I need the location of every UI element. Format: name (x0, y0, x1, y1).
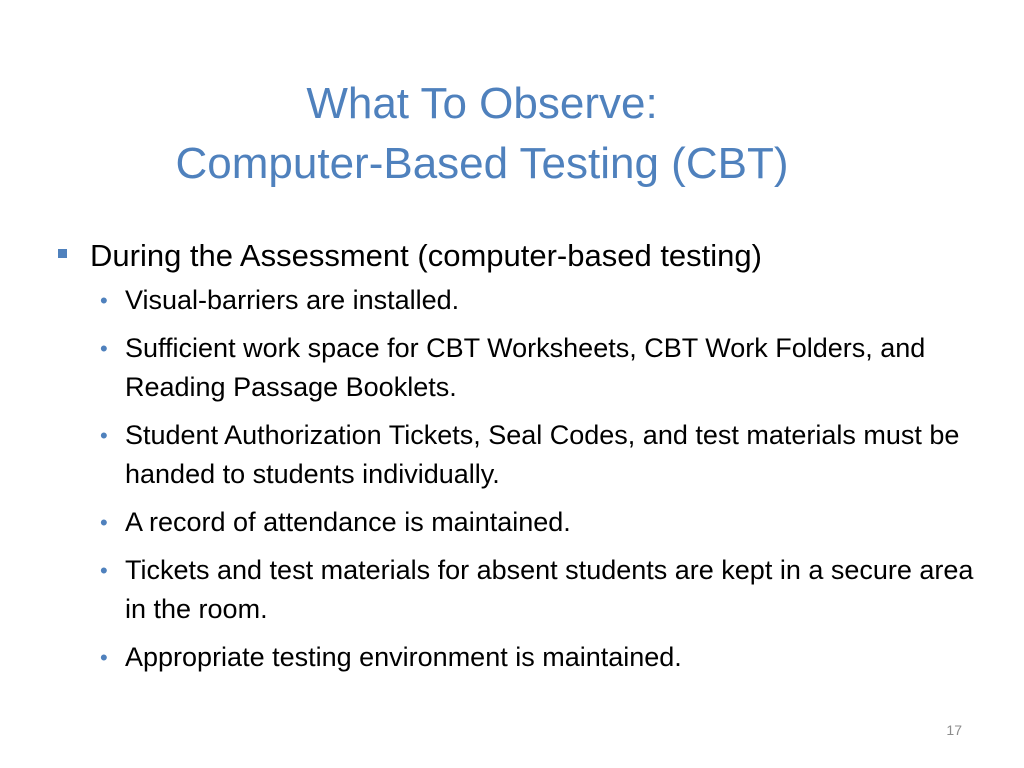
sub-bullet-list (55, 281, 995, 677)
square-bullet-icon (58, 249, 67, 258)
sub-bullet-item (55, 329, 975, 407)
sub-bullet-text: A record of attendance is maintained. (125, 507, 571, 537)
sub-bullet-text: Appropriate testing environment is maintained. (125, 642, 682, 672)
title-line-2: Computer-Based Testing (CBT) (175, 139, 789, 188)
slide-content (55, 236, 995, 686)
bullet-item (55, 236, 995, 276)
dot-bullet-icon: • (100, 336, 108, 361)
sub-bullet-text: Visual-barriers are installed. (125, 285, 460, 315)
sub-bullet-item (55, 503, 975, 542)
sub-bullet-item (55, 416, 975, 494)
sub-bullet-text: Sufficient work space for CBT Worksheets, CBT Work Folders, and Reading Passage Booklets. (125, 333, 926, 402)
slide-title (40, 74, 924, 194)
dot-bullet-icon: • (100, 423, 108, 448)
sub-bullet-item (55, 638, 975, 677)
sub-bullet-text: Student Authorization Tickets, Seal Codes, and test materials must be handed to students individually. (125, 420, 960, 489)
sub-bullet-item (55, 551, 975, 629)
sub-bullet-text: Tickets and test materials for absent students are kept in a secure area in the room. (125, 555, 974, 624)
dot-bullet-icon: • (100, 645, 108, 670)
dot-bullet-icon: • (100, 558, 108, 583)
title-line-1: What To Observe: (306, 79, 658, 128)
dot-bullet-icon: • (100, 510, 108, 535)
bullet-text: During the Assessment (computer-based testing) (90, 238, 762, 273)
sub-bullet-item (55, 281, 975, 320)
page-number: 17 (946, 722, 962, 738)
dot-bullet-icon: • (100, 288, 108, 313)
